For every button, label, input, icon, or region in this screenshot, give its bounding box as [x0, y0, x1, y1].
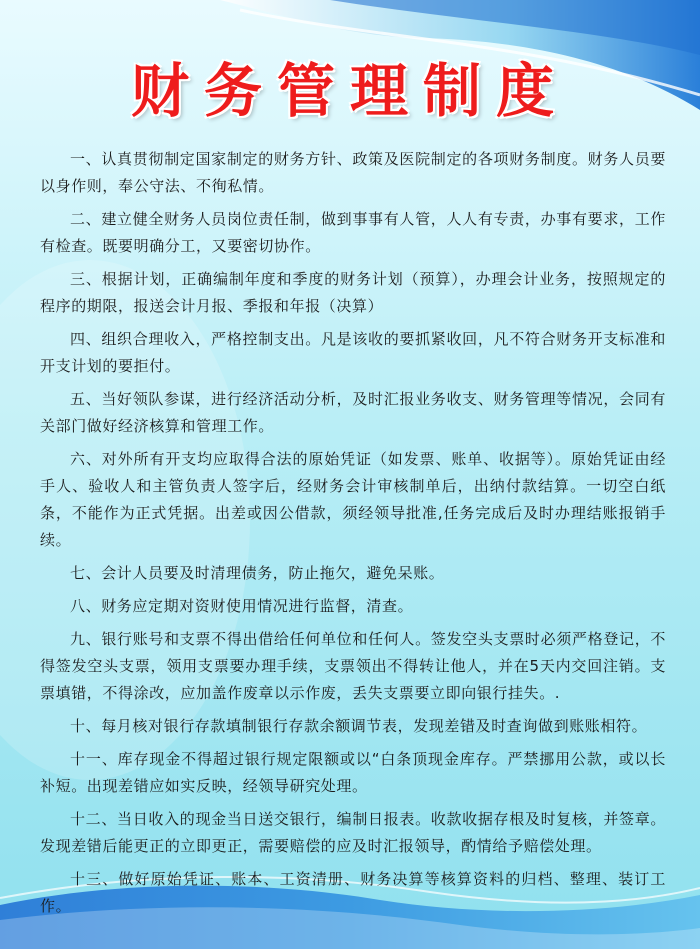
document-body [40, 146, 666, 926]
rule-item-13: 十三、做好原始凭证、账本、工资清册、财务决算等核算资料的归档、整理、装订工作。 [40, 870, 666, 915]
rule-item-5: 五、当好领队参谋，进行经济活动分析，及时汇报业务收支、财务管理等情况，会同有关部门做好经济核算和管理工作。 [40, 390, 666, 435]
rule-item-12: 十二、当日收入的现金当日送交银行，编制日报表。收款收据存根及时复核，并签章。发现差错后能更正的立即更正，需要赔偿的应及时汇报领导，酌情给予赔偿处理。 [40, 810, 666, 855]
rule-item-2: 二、建立健全财务人员岗位责任制，做到事事有人管，人人有专责，办事有要求，工作有检查。既要明确分工，又要密切协作。 [40, 210, 666, 255]
rule-item-9: 九、银行账号和支票不得出借给任何单位和任何人。签发空头支票时必须严格登记，不得签发空头支票，领用支票要办理手续，支票领出不得转让他人，并在5天内交回注销。支票填错，不得涂改，应加盖作废章以示作废，丢失支票要立即向银行挂失。. [40, 630, 666, 702]
rule-item-1: 一、认真贯彻制定国家制定的财务方针、政策及医院制定的各项财务制度。财务人员要以身作则，奉公守法、不徇私情。 [40, 150, 666, 195]
rule-item-4: 四、组织合理收入，严格控制支出。凡是该收的要抓紧收回，凡不符合财务开支标准和开支计划的要拒付。 [40, 330, 666, 375]
rule-item-8: 八、财务应定期对资财使用情况进行监督，清查。 [70, 597, 414, 615]
rule-item-11: 十一、库存现金不得超过银行规定限额或以“白条顶现金库存。严禁挪用公款，或以长补短。出现差错应如实反映，经领导研究处理。 [40, 750, 666, 795]
page-title: 财务管理制度 [130, 57, 569, 125]
rule-item-3: 三、根据计划，正确编制年度和季度的财务计划（预算），办理会计业务，按照规定的程序的期限，报送会计月报、季报和年报（决算） [40, 270, 666, 315]
rule-item-7: 七、会计人员要及时清理债务，防止拖欠，避免呆账。 [70, 564, 445, 582]
rule-item-6: 六、对外所有开支均应取得合法的原始凭证（如发票、账单、收据等）。原始凭证由经手人、验收人和主管负责人签字后，经财务会计审核制单后，出纳付款结算。一切空白纸条，不能作为正式凭据。出差或因公借款，须经领导批准,任务完成后及时办理结账报销手续。 [40, 450, 666, 549]
rule-item-10: 十、每月核对银行存款填制银行存款余额调节表，发现差错及时查询做到账账相符。 [70, 717, 648, 735]
